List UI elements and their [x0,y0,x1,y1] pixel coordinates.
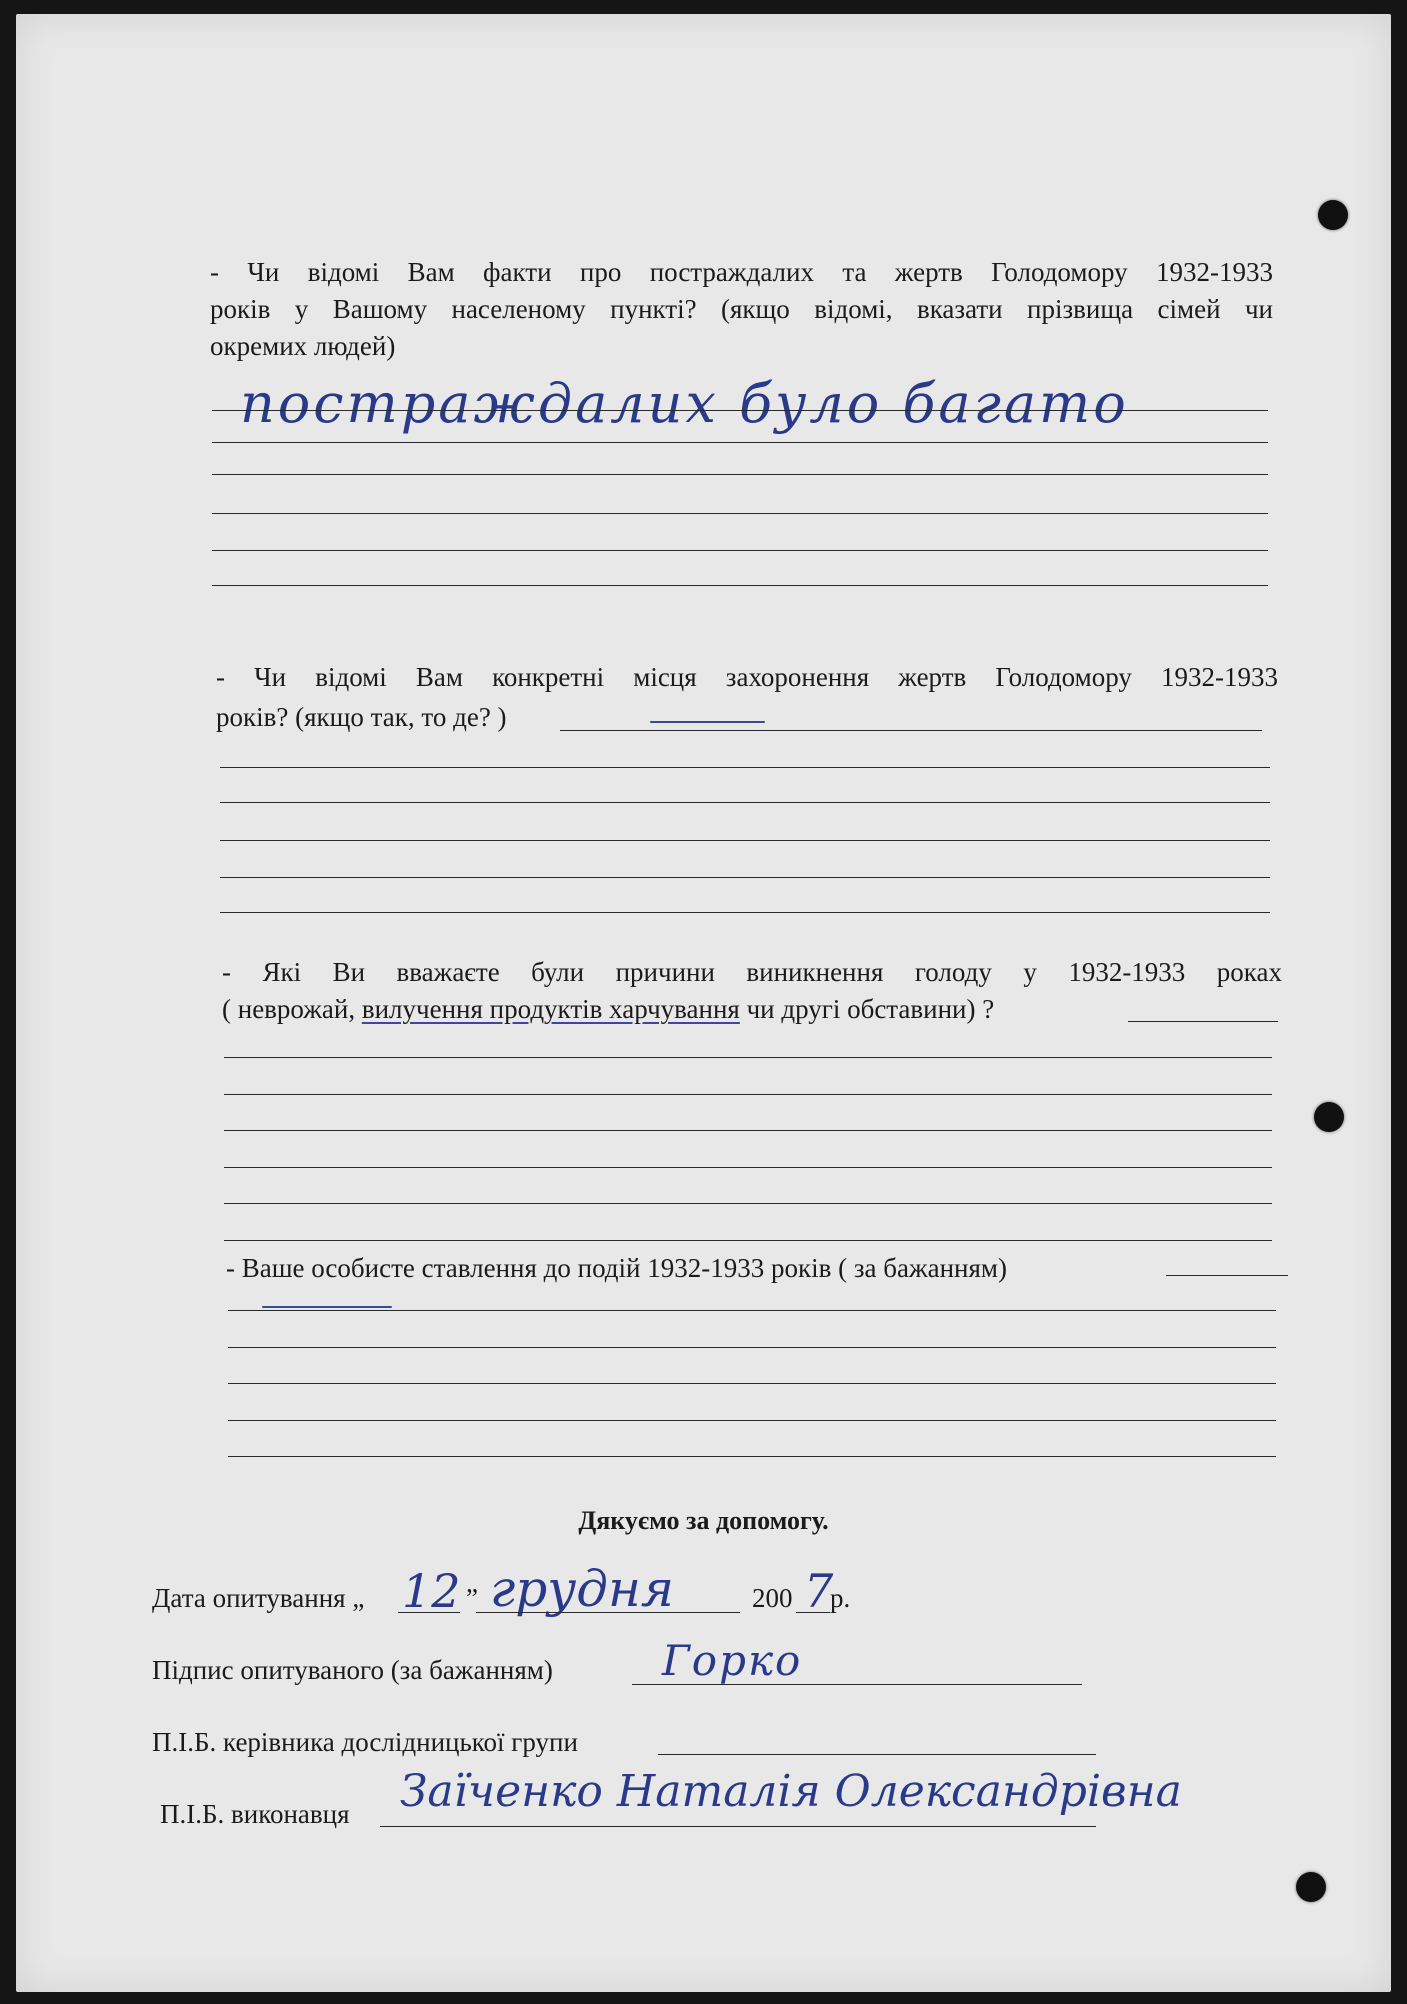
answer-line [220,877,1270,878]
answer-line [212,550,1268,551]
question-3-text-c: чи другі обставини) ? [739,994,995,1024]
executor-name: Заїченко Наталія Олександрівна [400,1766,1182,1817]
question-1-answer: постраждалих було багато [240,372,1129,435]
date-quote: ” [466,1583,478,1613]
ink-dash [262,1306,392,1308]
answer-line [224,1203,1272,1204]
answer-line [212,410,1268,411]
question-2-line-2: років? (якщо так, то де? ) [216,702,507,732]
answer-line [224,1240,1272,1241]
answer-line [228,1420,1276,1421]
leader-line [658,1754,1096,1755]
ink-dash [650,721,765,723]
answer-line [1128,1021,1278,1022]
leader-label: П.І.Б. керівника дослідницької групи [152,1727,578,1757]
punch-hole [1318,200,1348,230]
executor-label: П.І.Б. виконавця [160,1799,350,1829]
answer-line [228,1456,1276,1457]
question-1-line-2: років у Вашому населеному пункті? (якщо відомі, вказати прізвища сімей чи [210,294,1273,324]
answer-line [224,1130,1272,1131]
date-year-prefix: 200 [752,1583,793,1613]
answer-line [220,767,1270,768]
answer-line [224,1167,1272,1168]
answer-line [220,802,1270,803]
answer-line [220,912,1270,913]
executor-line [380,1826,1096,1827]
answer-line [212,442,1268,443]
question-3-line-2 [222,991,994,1028]
question-3-underlined-answer: вилучення продуктів харчування [361,994,740,1024]
question-2-line-1: - Чи відомі Вам конкретні місця захоронення жертв Голодомору 1932-1933 [216,662,1278,692]
date-day-line [398,1612,460,1613]
punch-hole [1296,1872,1326,1902]
date-month-line [476,1612,740,1613]
answer-line [224,1094,1272,1095]
signature-label: Підпис опитуваного (за бажанням) [152,1655,553,1685]
date-year-digit: 7 [804,1564,834,1618]
answer-line [228,1383,1276,1384]
signature-line [632,1684,1082,1685]
punch-hole [1314,1102,1344,1132]
answer-line [224,1057,1272,1058]
question-3-line-1: - Які Ви вважаєте були причини виникнення голоду у 1932-1933 роках [222,957,1282,987]
answer-line [220,840,1270,841]
date-month: грудня [490,1560,675,1618]
date-label: Дата опитування „ [152,1583,365,1613]
thanks-text: Дякуємо за допомогу. [578,1506,829,1535]
question-1-line-3: окремих людей) [210,331,396,361]
answer-line [212,513,1268,514]
answer-line [228,1310,1276,1311]
question-3-text-a: ( неврожай, [222,994,362,1024]
question-1-line-1: - Чи відомі Вам факти про постраждалих та жертв Голодомору 1932-1933 [210,257,1273,287]
answer-line [212,585,1268,586]
answer-line [212,474,1268,475]
respondent-signature: Горко [662,1636,803,1685]
date-year-line [796,1612,830,1613]
answer-line [1166,1275,1288,1276]
date-suffix: р. [830,1583,851,1613]
answer-line [228,1347,1276,1348]
answer-line [560,730,1262,731]
date-day: 12 [402,1564,461,1618]
question-4-line-1: - Ваше особисте ставлення до подій 1932-1933 років ( за бажанням) [226,1253,1007,1283]
